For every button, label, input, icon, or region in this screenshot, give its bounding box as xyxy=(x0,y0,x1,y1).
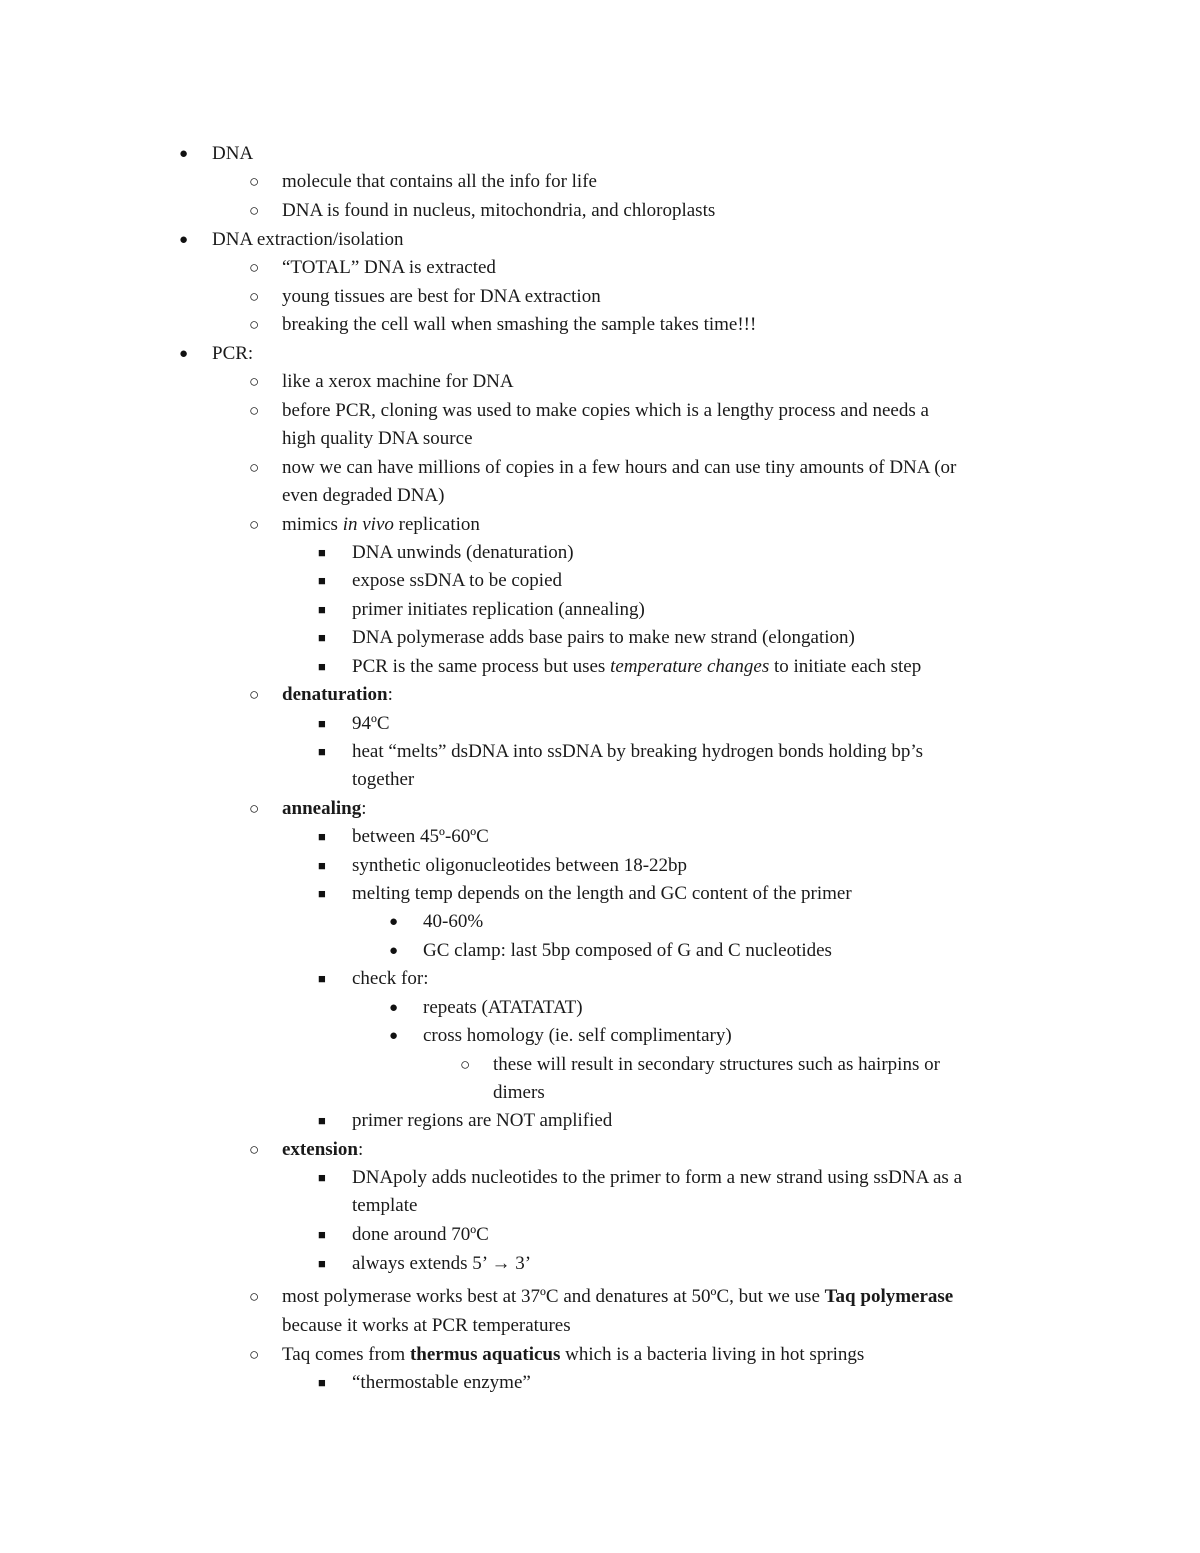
list-item-text xyxy=(352,1164,962,1192)
list-item-text xyxy=(282,681,393,709)
list-item-text xyxy=(352,1221,489,1249)
text-run: : xyxy=(361,798,367,819)
text-run: DNA polymerase adds base pairs to make new strand (elongation) xyxy=(352,627,855,648)
bold-term: thermus aquaticus xyxy=(409,1344,561,1365)
list-item-text xyxy=(212,226,404,254)
list-item-text xyxy=(352,880,852,908)
text-run: to initiate each step xyxy=(769,656,922,677)
text-run: synthetic oligonucleotides between 18-22bp xyxy=(352,855,688,876)
list-item-text xyxy=(352,1192,417,1220)
bold-term: extension xyxy=(282,1139,358,1160)
list-item-text xyxy=(352,852,687,880)
bold-term: Taq polymerase xyxy=(824,1286,954,1307)
list-item-text xyxy=(352,567,562,595)
text-run: PCR is the same process but uses xyxy=(352,656,611,677)
text-run: PCR: xyxy=(212,343,254,364)
text-run: cross homology (ie. self complimentary) xyxy=(423,1025,732,1046)
list-item-text xyxy=(282,197,715,225)
text-run: DNApoly adds nucleotides to the primer to form a new strand using ssDNA as a xyxy=(352,1167,963,1188)
text-run: : xyxy=(387,684,393,705)
list-item-text xyxy=(282,1283,953,1311)
bold-term: denaturation xyxy=(282,684,388,705)
text-run: high quality DNA source xyxy=(282,428,473,449)
text-run: “thermostable enzyme” xyxy=(352,1372,531,1393)
list-item-text xyxy=(282,482,444,510)
text-run: DNA extraction/isolation xyxy=(212,229,404,250)
bold-term: annealing xyxy=(282,798,362,819)
text-run: replication xyxy=(393,514,480,535)
text-run: now we can have millions of copies in a few hours and can use tiny amounts of DNA (or xyxy=(282,457,957,478)
list-item-text xyxy=(423,908,483,936)
list-item-text xyxy=(282,425,473,453)
list-item-text xyxy=(352,1250,531,1278)
list-item-text xyxy=(493,1051,940,1079)
list-item-text xyxy=(352,624,855,652)
list-item-text xyxy=(352,965,428,993)
text-run: which is a bacteria living in hot springs xyxy=(560,1344,865,1365)
text-run: 94ºC xyxy=(352,713,390,734)
list-item-text xyxy=(282,795,366,823)
list-item-text xyxy=(282,254,496,282)
text-run: because it works at PCR temperatures xyxy=(282,1315,571,1336)
list-item-text xyxy=(352,1107,612,1135)
list-item-text xyxy=(282,168,597,196)
list-item-text xyxy=(282,1312,571,1340)
list-item-text xyxy=(352,539,574,567)
text-run: template xyxy=(352,1195,418,1216)
list-item-text xyxy=(282,283,601,311)
list-item-text xyxy=(352,738,923,766)
text-run: young tissues are best for DNA extraction xyxy=(282,286,601,307)
text-run: DNA unwinds (denaturation) xyxy=(352,542,574,563)
text-run: molecule that contains all the info for life xyxy=(282,171,597,192)
list-item-text xyxy=(212,340,253,368)
list-item-text xyxy=(352,1369,531,1397)
text-run: always extends 5’ → 3’ xyxy=(352,1253,532,1274)
list-item-text xyxy=(352,710,390,738)
text-run: breaking the cell wall when smashing the sample takes time!!! xyxy=(282,314,757,335)
text-run: these will result in secondary structures such as hairpins or xyxy=(493,1054,940,1075)
list-item-text xyxy=(493,1079,545,1107)
text-run: between 45º-60ºC xyxy=(352,826,489,847)
list-item-text xyxy=(282,368,514,396)
list-item-text xyxy=(352,766,414,794)
list-item-text xyxy=(282,1136,363,1164)
text-run: check for: xyxy=(352,968,429,989)
italic-term: in vivo xyxy=(342,514,394,535)
list-item-text xyxy=(212,140,253,168)
list-item-text xyxy=(423,937,832,965)
text-run: repeats (ATATATAT) xyxy=(423,997,583,1018)
text-run: expose ssDNA to be copied xyxy=(352,570,563,591)
list-item-text xyxy=(282,454,956,482)
list-item-text xyxy=(282,511,480,539)
text-run: GC clamp: last 5bp composed of G and C nucleotides xyxy=(423,940,832,961)
text-run: most polymerase works best at 37ºC and denatures at 50ºC, but we use xyxy=(282,1286,825,1307)
text-run: primer initiates replication (annealing) xyxy=(352,599,645,620)
list-item-text xyxy=(423,1022,732,1050)
text-run: mimics xyxy=(282,514,343,535)
list-item-text xyxy=(352,653,921,681)
list-item-text xyxy=(282,1341,864,1369)
text-run: even degraded DNA) xyxy=(282,485,445,506)
list-item-text xyxy=(423,994,583,1022)
text-run: Taq comes from xyxy=(282,1344,410,1365)
italic-term: temperature changes xyxy=(610,656,770,677)
text-run: primer regions are NOT amplified xyxy=(352,1110,613,1131)
text-run: done around 70ºC xyxy=(352,1224,489,1245)
text-run: “TOTAL” DNA is extracted xyxy=(282,257,496,278)
list-item-text xyxy=(352,596,645,624)
text-run: together xyxy=(352,769,415,790)
text-run: dimers xyxy=(493,1082,545,1103)
list-item-text xyxy=(282,397,929,425)
list-item-text xyxy=(282,311,756,339)
text-run: DNA is found in nucleus, mitochondria, and chloroplasts xyxy=(282,200,716,221)
text-run: like a xerox machine for DNA xyxy=(282,371,514,392)
text-run: melting temp depends on the length and GC content of the primer xyxy=(352,883,852,904)
text-run: heat “melts” dsDNA into ssDNA by breaking hydrogen bonds holding bp’s xyxy=(352,741,924,762)
text-run: before PCR, cloning was used to make copies which is a lengthy process and needs a xyxy=(282,400,929,421)
list-item-text xyxy=(352,823,489,851)
text-run: 40-60% xyxy=(423,911,484,932)
text-run: DNA xyxy=(212,143,254,164)
text-run: : xyxy=(358,1139,364,1160)
